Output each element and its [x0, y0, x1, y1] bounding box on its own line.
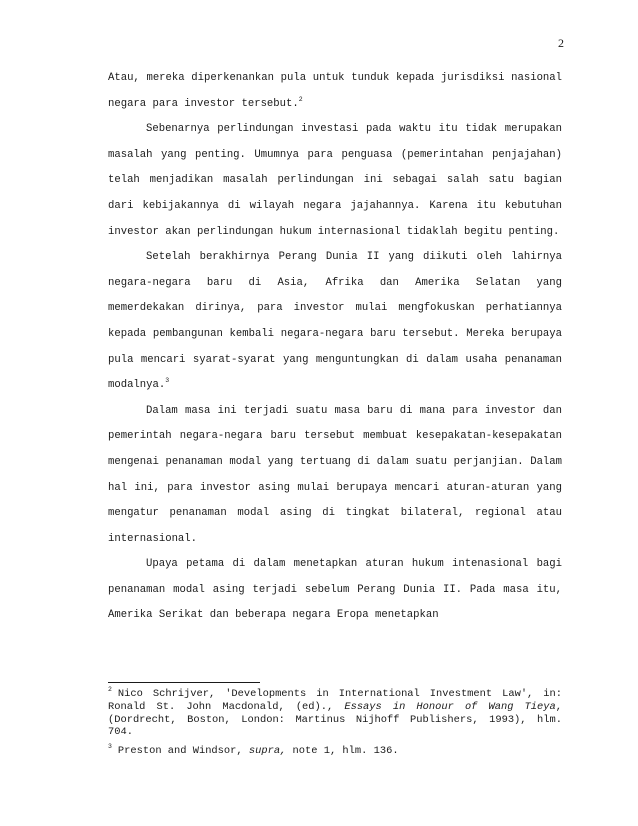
paragraph	[108, 399, 562, 553]
paragraph-text: Setelah berakhirnya Perang Dunia II yang diikuti oleh lahirnya negara-negara baru di Asia, Afrika dan Amerika Selatan yang memerdekakan dirinya, para investor mulai mengfokuskan perhatiannya kepada pembangunan kembali negara-negara baru tersebut. Mereka berupaya pula mencari syarat-syarat yang menguntungkan di dalam usaha penanaman modalnya.	[108, 251, 562, 392]
paragraph	[108, 245, 562, 399]
footnote-reference: 3	[165, 377, 170, 385]
paragraph	[108, 552, 562, 629]
footnote	[108, 688, 562, 739]
footnote-number: 3	[108, 743, 112, 751]
paragraph-text: Dalam masa ini terjadi suatu masa baru di mana para investor dan pemerintah negara-negara baru tersebut membuat kesepakatan-kesepakatan mengenai penanaman modal yang tertuang di dalam suatu perjanjian. Dalam hal ini, para investor asing mulai berupaya mencari aturan-aturan yang mengatur penanaman modal asing di tingkat bilateral, regional atau internasional.	[108, 404, 562, 545]
paragraph-text: Atau, mereka diperkenankan pula untuk tunduk kepada jurisdiksi nasional negara para investor tersebut.	[108, 72, 562, 110]
paragraph	[108, 66, 562, 117]
footnote-separator	[108, 682, 260, 683]
paragraph-text: Sebenarnya perlindungan investasi pada waktu itu tidak merupakan masalah yang penting. Umumnya para penguasa (pemerintahan penjajahan) telah menjadikan masalah perlindungan ini sebagai salah satu bagian dari kebijakannya di wilayah negara jajahannya. Karena itu kebutuhan investor akan perlindungan hukum internasional tidaklah begitu penting.	[108, 123, 562, 238]
footnote-text: Preston and Windsor,	[117, 745, 243, 758]
footnote-cited-title: supra,	[248, 745, 287, 758]
paragraph	[108, 117, 562, 245]
footnote-text: Nico Schrijver, 'Developments in International Investment Law', in: Ronald St. John Macdonald, (ed).,	[108, 688, 562, 713]
footnote-reference: 2	[298, 95, 303, 103]
footnote-text: , (Dordrecht, Boston, London: Martinus Nijhoff Publishers, 1993), hlm. 704.	[108, 700, 562, 739]
body-text	[108, 66, 562, 629]
footnote	[108, 745, 562, 758]
footnote-number: 2	[108, 686, 112, 693]
page-number: 2	[558, 36, 564, 50]
paragraph-text: Upaya petama di dalam menetapkan aturan hukum intenasional bagi penanaman modal asing terjadi sebelum Perang Dunia II. Pada masa itu, Amerika Serikat dan beberapa negara Eropa menetapkan	[108, 558, 562, 622]
footnote-cited-title: Essays in Honour of Wang Tieya	[344, 700, 556, 713]
footnotes	[108, 688, 562, 764]
footnote-text: note 1, hlm. 136.	[292, 745, 399, 758]
